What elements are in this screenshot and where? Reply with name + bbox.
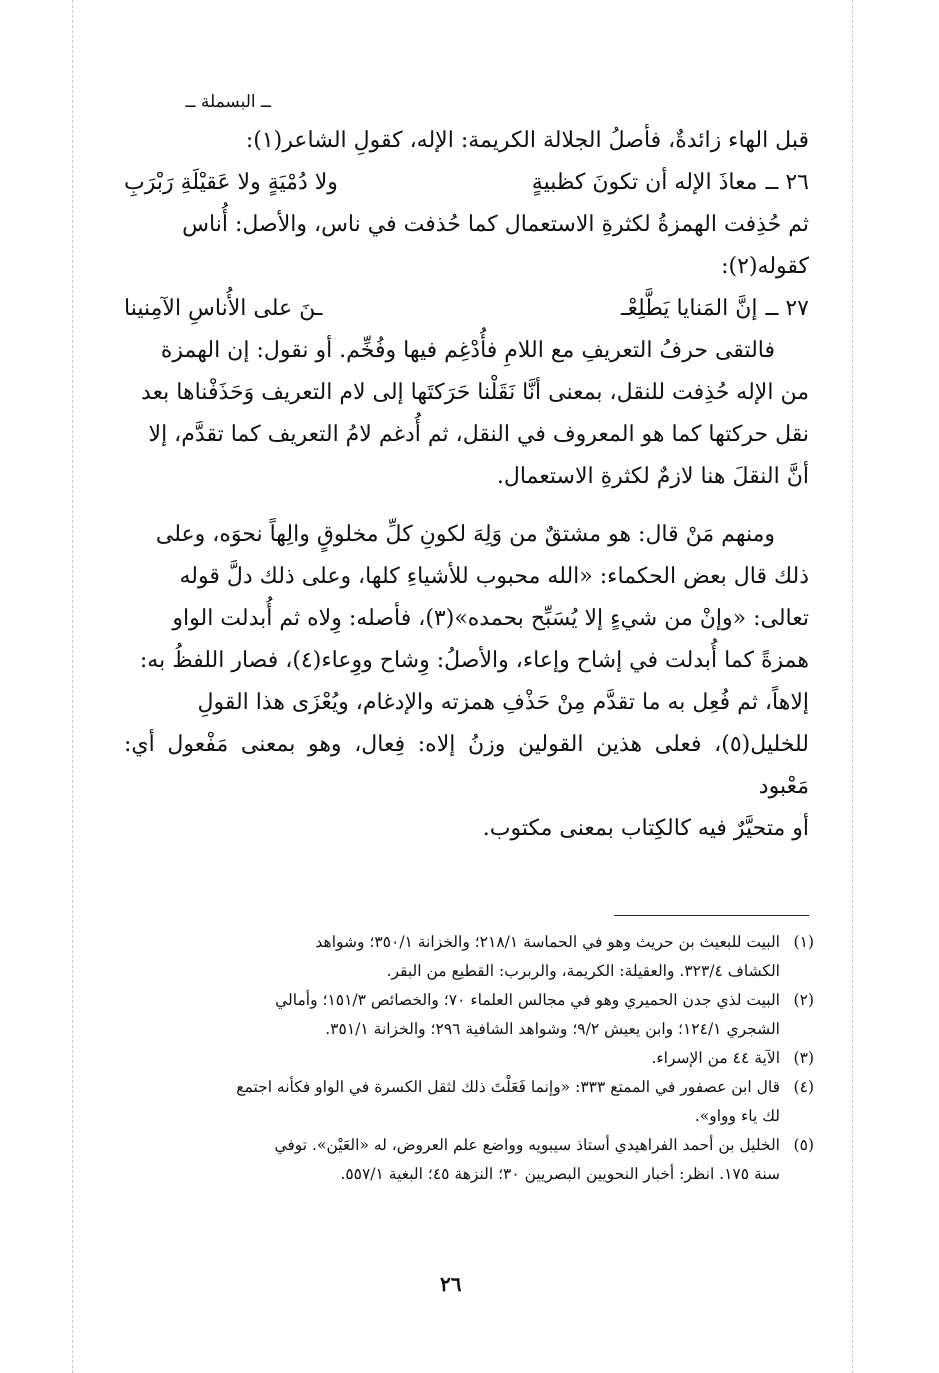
verse-number: ٢٦ ــ <box>765 170 809 195</box>
footnote-line: البيت لذي جدن الحميري وهو في مجالس العلماء ٧٠؛ والخصائص ١٥١/٣؛ وأمالي <box>275 991 780 1009</box>
paragraph-1 <box>124 330 809 498</box>
paragraph-2 <box>124 514 809 850</box>
page-number: ٢٦ <box>440 1272 462 1296</box>
verse-26 <box>124 162 809 204</box>
verse-first-hemistich: معاذَ الإله أن تكونَ كظبيةٍ <box>531 170 758 195</box>
footnote-3 <box>124 1044 814 1073</box>
footnote-line: الآية ٤٤ من الإسراء. <box>651 1049 780 1067</box>
text-line: ثم حُذِفت الهمزةُ لكثرةِ الاستعمال كما حُذفت في ناس، والأصل: أُناس <box>182 212 809 237</box>
footnote-1 <box>124 928 814 986</box>
verse-second-hemistich: ـنَ على الأُناسِ الآمِنينا <box>124 296 323 321</box>
main-text <box>124 120 809 850</box>
footnote-line: قال ابن عصفور في الممتع ٣٣٣: «وإنما فَعَلْتَ ذلك لثقل الكسرة في الواو فكأنه اجتمع <box>236 1078 780 1096</box>
footnote-number: (١) <box>793 933 814 951</box>
text-line: فالتقى حرفُ التعريفِ مع اللامِ فأُدْغِم فيها وفُخِّم. أو نقول: إن الهمزة <box>160 338 775 363</box>
verse-first-hemistich: إنَّ المَنايا يَطَّلِعْـ <box>621 296 758 321</box>
footnote-number: (٤) <box>793 1078 814 1096</box>
footnote-separator <box>614 915 809 916</box>
footnotes <box>124 928 814 1189</box>
verse-number: ٢٧ ــ <box>765 296 809 321</box>
footnote-line: سنة ١٧٥. انظر: أخبار النحويين البصريين ٣٠؛ النزهة ٤٥؛ البغية ٥٥٧/١. <box>340 1165 780 1183</box>
footnote-line: الخليل بن أحمد الفراهيدي أستاذ سيبويه وواضع علم العروض، له «العَيْن». توفي <box>274 1136 780 1154</box>
text-line: أنَّ النقلَ هنا لازمٌ لكثرةِ الاستعمال. <box>496 464 809 489</box>
footnote-number: (٥) <box>793 1136 814 1154</box>
footnote-number: (٣) <box>793 1049 814 1067</box>
text-line: قبل الهاء زائدةٌ، فأصلُ الجلالة الكريمة: الإله، كقولِ الشاعر(١): <box>245 128 809 153</box>
verse-second-hemistich: ولا دُمْيَةٍ ولا عَقيْلَةِ رَبْرَبِ <box>124 170 338 195</box>
running-header: ــ البسملة ــ <box>185 92 271 112</box>
footnote-line: الشجري ١٢٤/١؛ وابن يعيش ٩/٢؛ وشواهد الشافية ٢٩٦؛ والخزانة ٣٥١/١. <box>325 1020 780 1038</box>
text-line: إلاهاً، ثم فُعِل به ما تقدَّم مِنْ حَذْفِ همزته والإدغام، ويُعْزَى هذا القولِ <box>197 690 809 715</box>
footnote-4 <box>124 1073 814 1131</box>
footnote-line: الكشاف ٣٢٣/٤. والعقيلة: الكريمة، والربرب: القطيع من البقر. <box>386 962 780 980</box>
text-line: للخليل(٥)، فعلى هذين القولين وزنُ إلاه: فِعال، وهو بمعنى مَفْعول أي: مَعْبود <box>124 732 809 799</box>
text-line: تعالى: «وإنْ من شيءٍ إلا يُسَبِّح بحمده»(٣)، فأصله: وِلاه ثم أُبدلت الواو <box>172 606 809 631</box>
text-line: ومنهم مَنْ قال: هو مشتقٌ من وَلِهَ لكونِ كلِّ مخلوقٍ والِهاً نحوَه، وعلى <box>155 522 775 547</box>
text-line: أو متحيَّرٌ فيه كالكِتاب بمعنى مكتوب. <box>482 816 809 841</box>
footnote-2 <box>124 986 814 1044</box>
text-line: همزةً كما أُبدلت في إشاح وإعاء، والأصلُ: وِشاح ووِعاء(٤)، فصار اللفظُ به: <box>139 648 809 673</box>
text-line: نقل حركتها كما هو المعروف في النقل، ثم أُدغم لامُ التعريف كما تقدَّم، إلا <box>148 422 809 447</box>
footnote-line: لك ياء وواو». <box>694 1107 780 1125</box>
footnote-5 <box>124 1131 814 1189</box>
text-line: من الإله حُذِفت للنقل، بمعنى أنَّا نَقَلْنا حَرَكتَها إلى لام التعريف وَحَذَفْناها بعد <box>141 380 809 405</box>
footnote-number: (٢) <box>793 991 814 1009</box>
scan-guide-line-left <box>72 0 73 1373</box>
verse-27 <box>124 288 809 330</box>
text-line: كقوله(٢): <box>721 254 809 279</box>
footnote-line: البيت للبعيث بن حريث وهو في الحماسة ٢١٨/١؛ والخزانة ٣٥٠/١؛ وشواهد <box>315 933 780 951</box>
scan-guide-line-right <box>852 0 853 1373</box>
text-line: ذلك قال بعض الحكماء: «الله محبوب للأشياءِ كلها، وعلى ذلك دلَّ قوله <box>179 564 809 589</box>
